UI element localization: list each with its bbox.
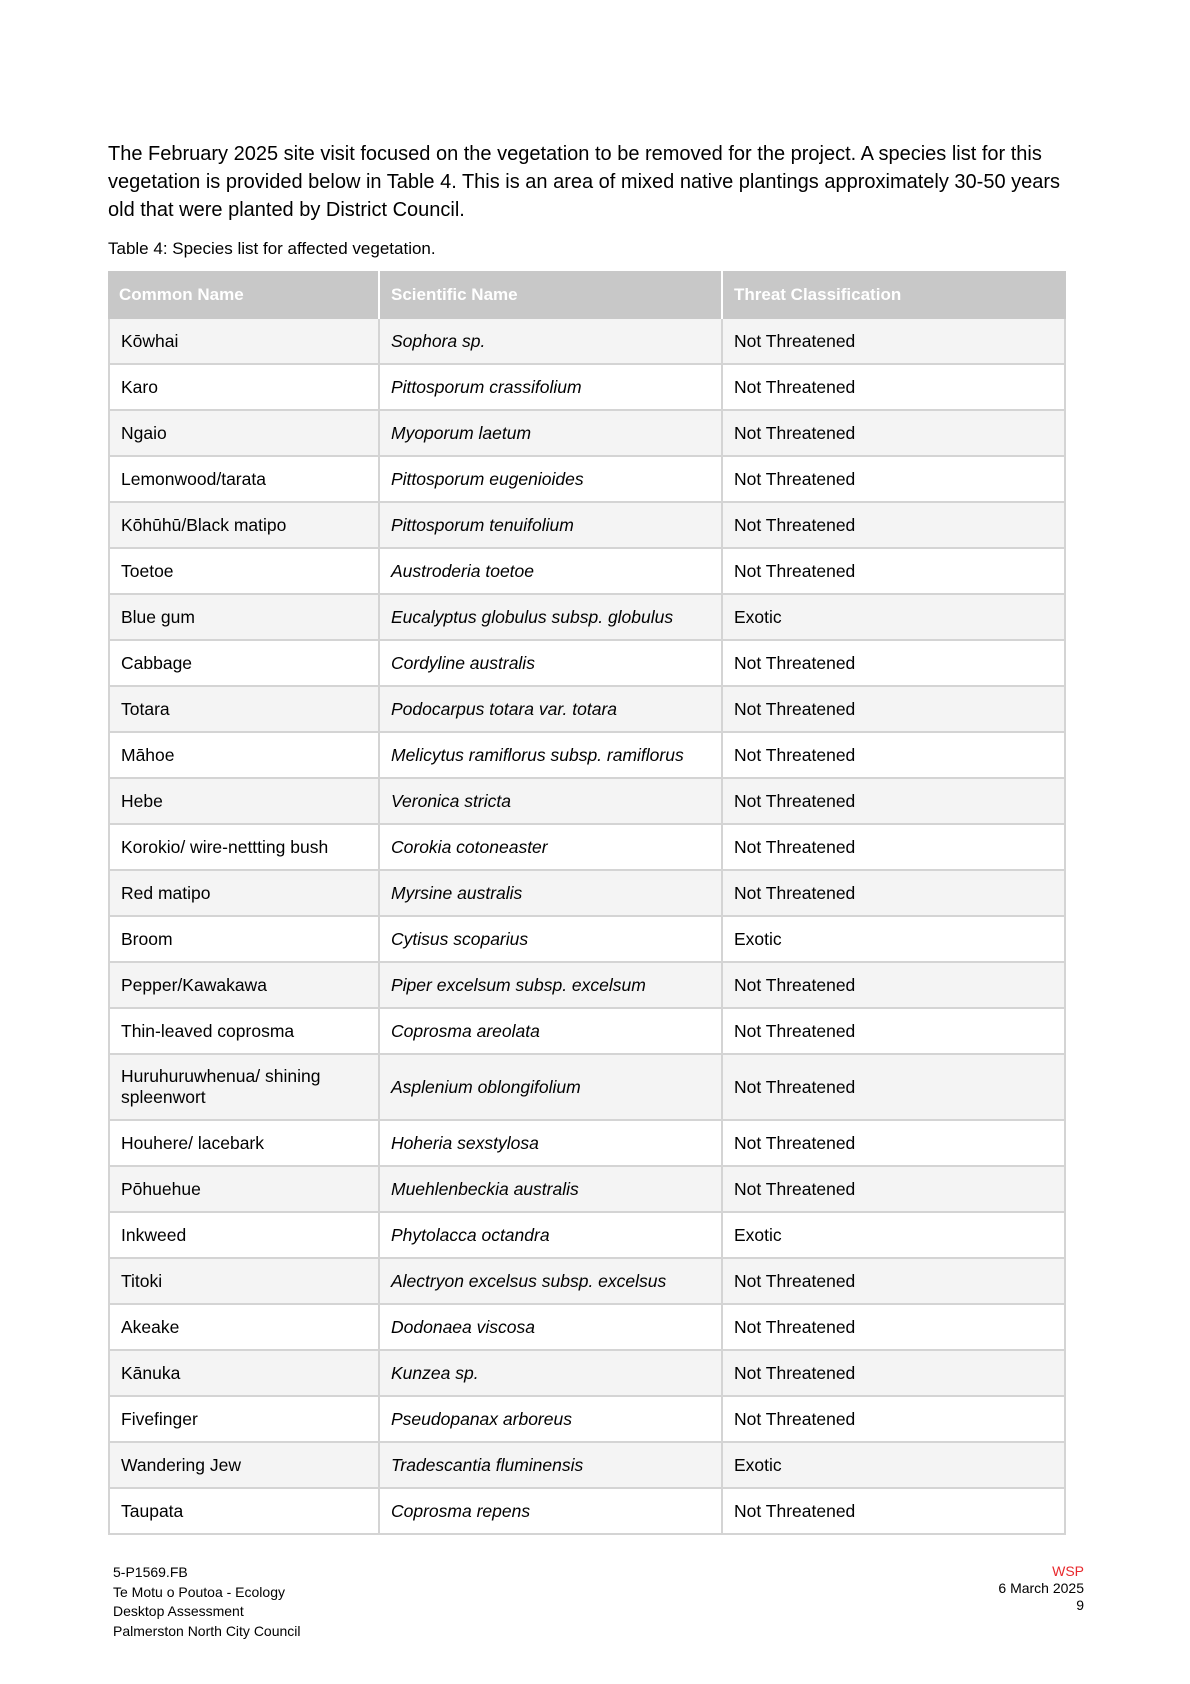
- threat-cell: Not Threatened: [723, 825, 1066, 871]
- common-name-cell: Blue gum: [108, 595, 380, 641]
- footer-page-info: [998, 1563, 1084, 1614]
- common-name-cell: Hebe: [108, 779, 380, 825]
- scientific-name-cell: Muehlenbeckia australis: [380, 1167, 723, 1213]
- intro-paragraph: The February 2025 site visit focused on the vegetation to be removed for the project. A species list for this vegetation is provided below in Table 4. This is an area of mixed native plantings approximately 30-50 years old that were planted by District Council.: [108, 143, 1061, 221]
- scientific-name-cell: Podocarpus totara var. totara: [380, 687, 723, 733]
- common-name-cell: Huruhuruwhenua/ shining spleenwort: [108, 1055, 380, 1121]
- table-row: [108, 917, 1066, 963]
- table-row: [108, 365, 1066, 411]
- table-row: [108, 457, 1066, 503]
- table-header-row: [108, 271, 1066, 319]
- threat-cell: Not Threatened: [723, 1009, 1066, 1055]
- scientific-name-cell: Pseudopanax arboreus: [380, 1397, 723, 1443]
- species-table: [108, 271, 1066, 1535]
- threat-cell: Not Threatened: [723, 1121, 1066, 1167]
- scientific-name-cell: Pittosporum eugenioides: [380, 457, 723, 503]
- table-row: [108, 779, 1066, 825]
- scientific-name-cell: Dodonaea viscosa: [380, 1305, 723, 1351]
- header-threat-classification: Threat Classification: [723, 271, 1066, 319]
- common-name-cell: Māhoe: [108, 733, 380, 779]
- threat-cell: Not Threatened: [723, 457, 1066, 503]
- scientific-name-cell: Hoheria sexstylosa: [380, 1121, 723, 1167]
- scientific-name-cell: Asplenium oblongifolium: [380, 1055, 723, 1121]
- threat-cell: Not Threatened: [723, 1351, 1066, 1397]
- common-name-cell: Karo: [108, 365, 380, 411]
- table-row: [108, 641, 1066, 687]
- table-row: [108, 1443, 1066, 1489]
- common-name-cell: Kōwhai: [108, 319, 380, 365]
- scientific-name-cell: Pittosporum tenuifolium: [380, 503, 723, 549]
- threat-cell: Not Threatened: [723, 779, 1066, 825]
- table-row: [108, 1121, 1066, 1167]
- table-row: [108, 1351, 1066, 1397]
- threat-cell: Not Threatened: [723, 549, 1066, 595]
- scientific-name-cell: Melicytus ramiflorus subsp. ramiflorus: [380, 733, 723, 779]
- scientific-name-cell: Veronica stricta: [380, 779, 723, 825]
- footer-brand: WSP: [1052, 1563, 1084, 1579]
- scientific-name-cell: Pittosporum crassifolium: [380, 365, 723, 411]
- scientific-name-cell: Cordyline australis: [380, 641, 723, 687]
- common-name-cell: Cabbage: [108, 641, 380, 687]
- header-common-name: Common Name: [108, 271, 380, 319]
- threat-cell: Exotic: [723, 917, 1066, 963]
- common-name-cell: Akeake: [108, 1305, 380, 1351]
- threat-cell: Not Threatened: [723, 365, 1066, 411]
- common-name-cell: Kōhūhū/Black matipo: [108, 503, 380, 549]
- threat-cell: Not Threatened: [723, 963, 1066, 1009]
- threat-cell: Not Threatened: [723, 871, 1066, 917]
- table-row: [108, 1305, 1066, 1351]
- common-name-cell: Kānuka: [108, 1351, 380, 1397]
- scientific-name-cell: Eucalyptus globulus subsp. globulus: [380, 595, 723, 641]
- header-scientific-name: Scientific Name: [380, 271, 723, 319]
- common-name-cell: Houhere/ lacebark: [108, 1121, 380, 1167]
- footer-document-type: Desktop Assessment: [113, 1603, 244, 1619]
- footer-project-code: 5-P1569.FB: [113, 1564, 188, 1580]
- table-row: [108, 1055, 1066, 1121]
- footer-client: Palmerston North City Council: [113, 1622, 301, 1639]
- table-row: [108, 549, 1066, 595]
- table-row: [108, 871, 1066, 917]
- threat-cell: Not Threatened: [723, 319, 1066, 365]
- table-row: [108, 963, 1066, 1009]
- table-row: [108, 1397, 1066, 1443]
- threat-cell: Not Threatened: [723, 1167, 1066, 1213]
- common-name-cell: Inkweed: [108, 1213, 380, 1259]
- table-caption: Table 4: Species list for affected vegetation.: [108, 239, 436, 258]
- threat-cell: Not Threatened: [723, 1305, 1066, 1351]
- threat-cell: Not Threatened: [723, 687, 1066, 733]
- scientific-name-cell: Tradescantia fluminensis: [380, 1443, 723, 1489]
- scientific-name-cell: Myrsine australis: [380, 871, 723, 917]
- scientific-name-cell: Piper excelsum subsp. excelsum: [380, 963, 723, 1009]
- scientific-name-cell: Kunzea sp.: [380, 1351, 723, 1397]
- table-row: [108, 319, 1066, 365]
- scientific-name-cell: Coprosma repens: [380, 1489, 723, 1535]
- common-name-cell: Thin-leaved coprosma: [108, 1009, 380, 1055]
- table-row: [108, 1213, 1066, 1259]
- scientific-name-cell: Austroderia toetoe: [380, 549, 723, 595]
- footer-project-title: Te Motu o Poutoa - Ecology: [113, 1583, 285, 1600]
- scientific-name-cell: Corokia cotoneaster: [380, 825, 723, 871]
- table-row: [108, 1167, 1066, 1213]
- footer-date: 6 March 2025: [998, 1580, 1084, 1596]
- threat-cell: Not Threatened: [723, 1489, 1066, 1535]
- common-name-cell: Red matipo: [108, 871, 380, 917]
- threat-cell: Exotic: [723, 595, 1066, 641]
- scientific-name-cell: Coprosma areolata: [380, 1009, 723, 1055]
- common-name-cell: Titoki: [108, 1259, 380, 1305]
- common-name-cell: Pepper/Kawakawa: [108, 963, 380, 1009]
- common-name-cell: Wandering Jew: [108, 1443, 380, 1489]
- table-row: [108, 1259, 1066, 1305]
- scientific-name-cell: Cytisus scoparius: [380, 917, 723, 963]
- footer-document-info: [113, 1563, 301, 1641]
- scientific-name-cell: Sophora sp.: [380, 319, 723, 365]
- common-name-cell: Broom: [108, 917, 380, 963]
- common-name-cell: Taupata: [108, 1489, 380, 1535]
- table-row: [108, 733, 1066, 779]
- threat-cell: Not Threatened: [723, 1397, 1066, 1443]
- common-name-cell: Toetoe: [108, 549, 380, 595]
- table-row: [108, 825, 1066, 871]
- table-row: [108, 1009, 1066, 1055]
- scientific-name-cell: Myoporum laetum: [380, 411, 723, 457]
- common-name-cell: Totara: [108, 687, 380, 733]
- table-row: [108, 503, 1066, 549]
- scientific-name-cell: Phytolacca octandra: [380, 1213, 723, 1259]
- threat-cell: Exotic: [723, 1213, 1066, 1259]
- common-name-cell: Fivefinger: [108, 1397, 380, 1443]
- table-row: [108, 1489, 1066, 1535]
- table-row: [108, 411, 1066, 457]
- threat-cell: Not Threatened: [723, 733, 1066, 779]
- threat-cell: Exotic: [723, 1443, 1066, 1489]
- common-name-cell: Lemonwood/tarata: [108, 457, 380, 503]
- common-name-cell: Pōhuehue: [108, 1167, 380, 1213]
- threat-cell: Not Threatened: [723, 1259, 1066, 1305]
- threat-cell: Not Threatened: [723, 503, 1066, 549]
- common-name-cell: Korokio/ wire-nettting bush: [108, 825, 380, 871]
- table-row: [108, 687, 1066, 733]
- threat-cell: Not Threatened: [723, 411, 1066, 457]
- footer-page-number: 9: [1076, 1597, 1084, 1613]
- common-name-cell: Ngaio: [108, 411, 380, 457]
- scientific-name-cell: Alectryon excelsus subsp. excelsus: [380, 1259, 723, 1305]
- threat-cell: Not Threatened: [723, 641, 1066, 687]
- table-row: [108, 595, 1066, 641]
- threat-cell: Not Threatened: [723, 1055, 1066, 1121]
